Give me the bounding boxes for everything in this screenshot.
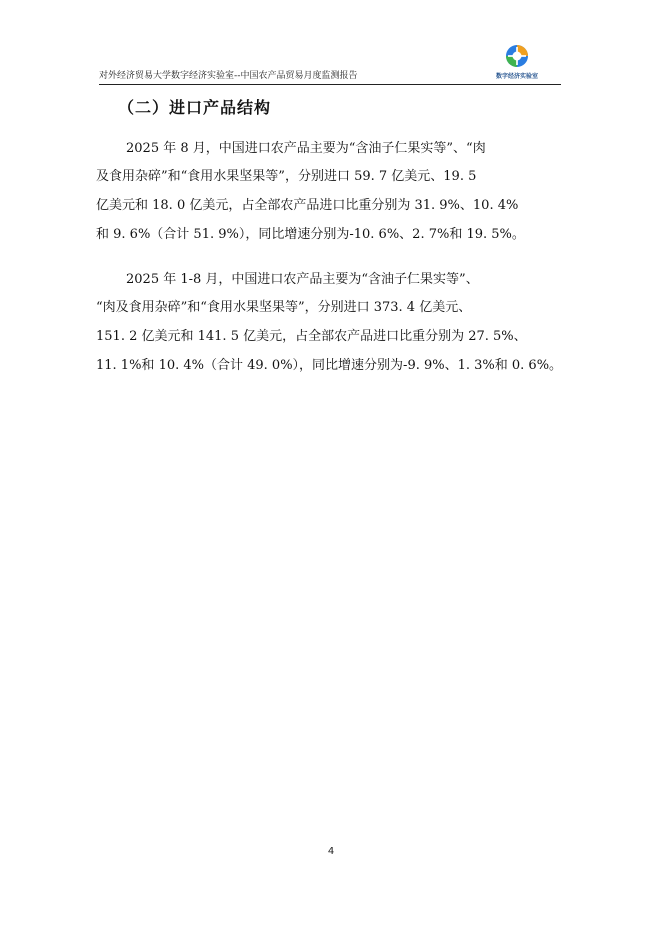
section-title: （二）进口产品结构 [118, 98, 272, 117]
paragraph-line: 2025 年 8 月，中国进口农产品主要为“含油子仁果实等”、“肉 [126, 141, 486, 156]
header-divider [99, 84, 561, 85]
paragraph-line: 151. 2 亿美元和 141. 5 亿美元，占全部农产品进口比重分别为 27. 5%、 [96, 329, 527, 344]
paragraph-line: 11. 1%和 10. 4%（合计 49. 0%），同比增速分别为-9. 9%、1. 3%和 0. 6%。 [96, 358, 563, 373]
paragraph-line: 及食用杂碎”和“食用水果坚果等”，分别进口 59. 7 亿美元、19. 5 [96, 169, 477, 184]
lab-logo [487, 44, 547, 84]
header-title: 对外经济贸易大学数字经济实验室--中国农产品贸易月度监测报告 [99, 71, 358, 81]
globe-logo-icon [505, 44, 529, 68]
paragraph-line: 和 9. 6%（合计 51. 9%），同比增速分别为-10. 6%、2. 7%和 19. 5%。 [96, 227, 525, 242]
page-number: 4 [327, 846, 335, 857]
logo-caption: 数字经济实验室 [495, 73, 538, 80]
paragraph-line: 2025 年 1-8 月，中国进口农产品主要为“含油子仁果实等”、 [126, 272, 479, 287]
page-header [99, 44, 561, 84]
paragraph-line: “肉及食用杂碎”和“食用水果坚果等”，分别进口 373. 4 亿美元、 [96, 300, 472, 315]
paragraph-line: 亿美元和 18. 0 亿美元，占全部农产品进口比重分别为 31. 9%、10. 4% [96, 198, 519, 213]
